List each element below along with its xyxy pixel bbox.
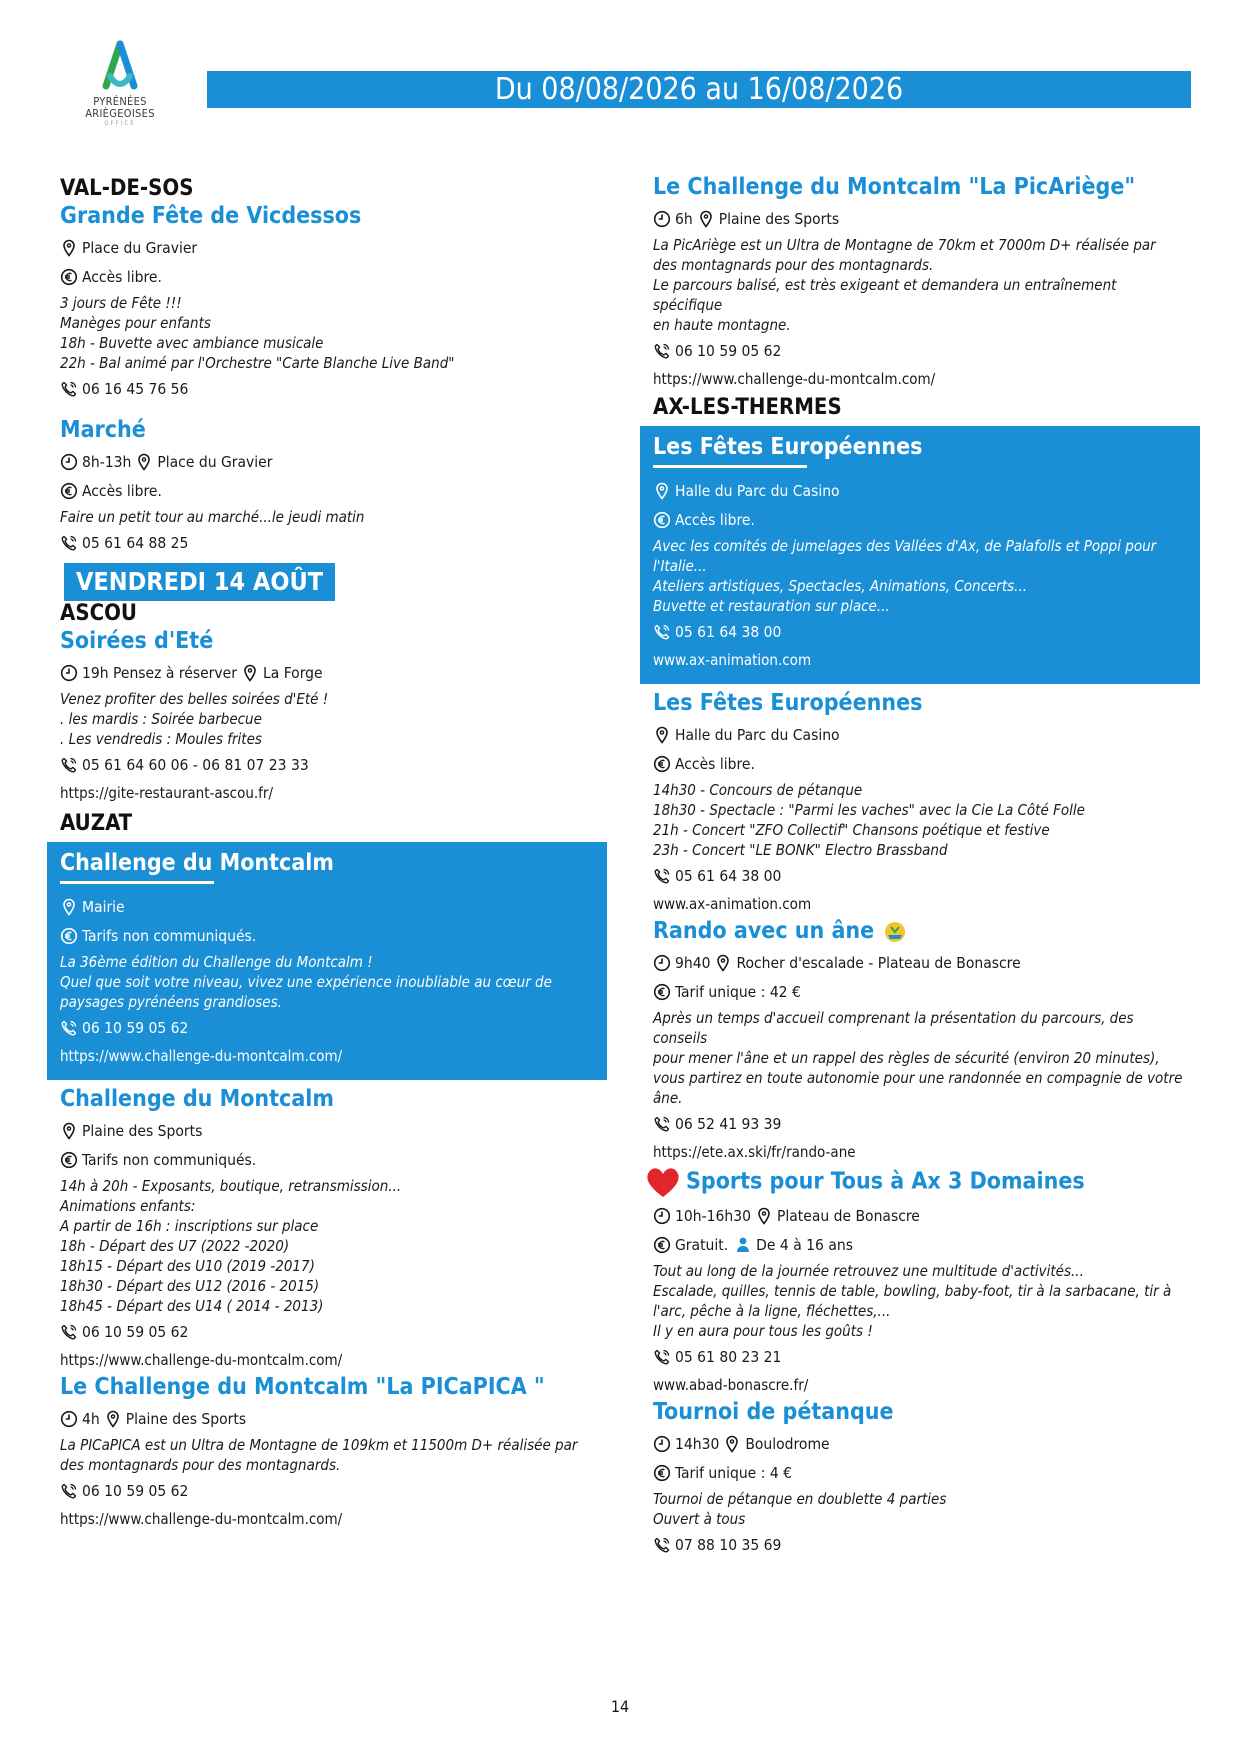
desc-line: 18h45 - Départ des U14 ( 2014 - 2013)	[60, 1297, 324, 1315]
desc-line: Animations enfants:	[60, 1197, 196, 1215]
event-link[interactable]: www.abad-bonascre.fr/	[653, 1376, 809, 1394]
location-pin-icon	[653, 482, 671, 500]
place-text: Plaine des Sports	[125, 1410, 247, 1428]
event-description	[60, 293, 594, 373]
location-pin-icon	[60, 898, 78, 916]
desc-line: 23h - Concert "LE BONK" Electro Brassband	[653, 841, 948, 859]
left-column	[47, 176, 607, 1531]
location-pin-icon	[60, 1122, 78, 1140]
phone-icon	[60, 1482, 78, 1500]
desc-line: l'Italie...	[653, 557, 707, 575]
location-pin-icon	[135, 453, 153, 471]
event-link[interactable]: https://www.challenge-du-montcalm.com/	[653, 370, 936, 388]
event-phone	[653, 1344, 1187, 1370]
town-heading: AX-LES-THERMES	[653, 395, 842, 420]
euro-icon	[653, 983, 671, 1001]
phone-text: 06 10 59 05 62	[82, 1019, 189, 1037]
event-phone	[653, 338, 1187, 364]
event-phone	[60, 752, 594, 778]
event-title-row	[653, 916, 1187, 947]
phone-text: 06 52 41 93 39	[675, 1115, 782, 1133]
desc-line: Après un temps d'accueil comprenant la présentation du parcours, des conseils	[653, 1009, 1134, 1047]
time-text: 14h30	[675, 1435, 720, 1453]
place-text: Plaine des Sports	[718, 210, 840, 228]
location-pin-icon	[60, 239, 78, 257]
euro-icon	[653, 1236, 671, 1254]
event-title-row	[644, 1164, 1187, 1200]
event-title: Les Fêtes Européennes	[653, 434, 923, 460]
phone-icon	[60, 534, 78, 552]
desc-line: Il y en aura pour tous les goûts !	[653, 1322, 873, 1340]
phone-icon	[60, 756, 78, 774]
event-place	[653, 722, 1187, 748]
desc-line: Avec les comités de jumelages des Vallées d'Ax, de Palafolls et Poppi pour	[653, 537, 1157, 555]
logo-mark-icon	[100, 40, 140, 96]
desc-line: Tout au long de la journée retrouvez une multitude d'activités...	[653, 1262, 1084, 1280]
desc-line: 18h15 - Départ des U10 (2019 -2017)	[60, 1257, 315, 1275]
desc-line: Manèges pour enfants	[60, 314, 211, 332]
event-description	[60, 1435, 594, 1475]
place-text: La Forge	[262, 664, 323, 682]
desc-line: Escalade, quilles, tennis de table, bowling, baby-foot, tir à la sarbacane, tir à	[653, 1282, 1172, 1300]
event-title: Challenge du Montcalm	[60, 850, 334, 876]
date-range-banner: Du 08/08/2026 au 16/08/2026	[207, 71, 1191, 108]
price-text: Tarifs non communiqués.	[82, 927, 257, 945]
desc-line: A partir de 16h : inscriptions sur place	[60, 1217, 319, 1235]
time-text: 6h	[675, 210, 693, 228]
event-description	[653, 1008, 1187, 1108]
age-text: De 4 à 16 ans	[756, 1236, 853, 1254]
event-description	[653, 1261, 1187, 1341]
euro-icon	[60, 927, 78, 945]
event-description	[60, 952, 594, 1012]
location-pin-icon	[653, 726, 671, 744]
event-time-place	[653, 1431, 1187, 1457]
event-title: Marché	[60, 417, 146, 443]
highlight-box	[640, 426, 1200, 684]
event-description	[653, 1489, 1187, 1529]
desc-line: La 36ème édition du Challenge du Montcalm !	[60, 953, 373, 971]
logo-text-line3: OFFICE	[104, 120, 136, 127]
euro-icon	[60, 1151, 78, 1169]
event-time-place	[653, 950, 1187, 976]
desc-line: Faire un petit tour au marché...le jeudi matin	[60, 508, 365, 526]
phone-icon	[653, 867, 671, 885]
desc-line: Venez profiter des belles soirées d'Eté !	[60, 690, 329, 708]
phone-text: 05 61 64 38 00	[675, 623, 782, 641]
title-underline	[653, 465, 807, 468]
desc-line: paysages pyrénéens grandioses.	[60, 993, 282, 1011]
phone-text: 07 88 10 35 69	[675, 1536, 782, 1554]
price-text: Gratuit.	[675, 1236, 729, 1254]
event-phone	[60, 1478, 594, 1504]
event-place	[653, 478, 1187, 504]
time-text: 4h	[82, 1410, 100, 1428]
desc-line: Tournoi de pétanque en doublette 4 parties	[653, 1490, 947, 1508]
phone-text: 06 10 59 05 62	[82, 1323, 189, 1341]
phone-icon	[60, 1019, 78, 1037]
desc-line: 18h - Départ des U7 (2022 -2020)	[60, 1237, 290, 1255]
phone-icon	[653, 1348, 671, 1366]
clock-icon	[653, 1435, 671, 1453]
desc-line: 21h - Concert "ZFO Collectif" Chansons poétique et festive	[653, 821, 1050, 839]
page-number: 14	[610, 1697, 630, 1716]
child-icon	[734, 1236, 752, 1254]
phone-icon	[653, 623, 671, 641]
location-pin-icon	[723, 1435, 741, 1453]
place-text: Rocher d'escalade - Plateau de Bonascre	[736, 954, 1021, 972]
desc-line: 18h30 - Spectacle : "Parmi les vaches" avec la Cie La Côté Folle	[653, 801, 1085, 819]
desc-line: 14h à 20h - Exposants, boutique, retransmission...	[60, 1177, 402, 1195]
event-price	[653, 1460, 1187, 1486]
event-time-place	[653, 1203, 1187, 1229]
phone-text: 05 61 64 88 25	[82, 534, 189, 552]
location-pin-icon	[755, 1207, 773, 1225]
place-text: Halle du Parc du Casino	[675, 726, 840, 744]
town-heading: VAL-DE-SOS	[60, 176, 194, 201]
phone-text: 05 61 64 38 00	[675, 867, 782, 885]
desc-line: vous partirez en toute autonomie pour une randonnée en compagnie de votre	[653, 1069, 1183, 1087]
desc-line: Ateliers artistiques, Spectacles, Animations, Concerts...	[653, 577, 1028, 595]
event-description	[60, 689, 594, 749]
desc-line: en haute montagne.	[653, 316, 791, 334]
event-title: Le Challenge du Montcalm "La PICaPICA "	[60, 1374, 545, 1400]
phone-icon	[653, 1115, 671, 1133]
clock-icon	[653, 1207, 671, 1225]
desc-line: pour mener l'âne et un rappel des règles de sécurité (environ 20 minutes),	[653, 1049, 1160, 1067]
event-time-place	[653, 206, 1187, 232]
clock-icon	[60, 1410, 78, 1428]
event-price-age	[653, 1232, 1187, 1258]
clock-icon	[653, 954, 671, 972]
desc-line: 14h30 - Concours de pétanque	[653, 781, 863, 799]
event-link[interactable]: https://www.challenge-du-montcalm.com/	[60, 1047, 343, 1065]
euro-icon	[653, 511, 671, 529]
clock-icon	[653, 210, 671, 228]
desc-line: Le parcours balisé, est très exigeant et demandera un entraînement spécifique	[653, 276, 1117, 314]
clock-icon	[60, 664, 78, 682]
price-text: Accès libre.	[675, 755, 755, 773]
place-text: Halle du Parc du Casino	[675, 482, 840, 500]
event-price	[60, 1147, 594, 1173]
highlight-box	[47, 842, 607, 1080]
event-description	[60, 1176, 594, 1316]
price-text: Tarifs non communiqués.	[82, 1151, 257, 1169]
place-text: Mairie	[82, 898, 125, 916]
logo-text-line2: ARIÈGEOISES	[85, 107, 155, 120]
event-title: Le Challenge du Montcalm "La PicAriège"	[653, 174, 1136, 200]
event-place	[60, 235, 594, 261]
event-price	[653, 507, 1187, 533]
event-link[interactable]: www.ax-animation.com	[653, 651, 812, 669]
event-title: Rando avec un âne	[653, 918, 875, 944]
price-text: Tarif unique : 4 €	[675, 1464, 792, 1482]
event-title: Les Fêtes Européennes	[653, 690, 923, 716]
event-phone	[653, 619, 1187, 645]
desc-line: âne.	[653, 1089, 683, 1107]
price-text: Accès libre.	[82, 482, 162, 500]
phone-text: 05 61 80 23 21	[675, 1348, 782, 1366]
phone-icon	[60, 380, 78, 398]
event-price	[60, 923, 594, 949]
euro-icon	[653, 1464, 671, 1482]
event-title: Challenge du Montcalm	[60, 1086, 334, 1112]
place-text: Plateau de Bonascre	[776, 1207, 920, 1225]
desc-line: des montagnards pour des montagnards.	[60, 1456, 341, 1474]
place-text: Boulodrome	[745, 1435, 830, 1453]
event-title: Soirées d'Eté	[60, 628, 214, 654]
place-text: Place du Gravier	[157, 453, 273, 471]
event-phone	[60, 1319, 594, 1345]
event-place	[60, 894, 594, 920]
phone-icon	[60, 1323, 78, 1341]
price-text: Accès libre.	[675, 511, 755, 529]
event-time-place	[60, 449, 594, 475]
event-time-place	[60, 1406, 594, 1432]
location-pin-icon	[697, 210, 715, 228]
desc-line: 18h - Buvette avec ambiance musicale	[60, 334, 324, 352]
event-link[interactable]: https://ete.ax.ski/fr/rando-ane	[653, 1143, 856, 1161]
event-link[interactable]: www.ax-animation.com	[653, 895, 812, 913]
phone-text: 05 61 64 60 06 - 06 81 07 23 33	[82, 756, 309, 774]
event-phone	[60, 376, 594, 402]
title-underline	[60, 881, 214, 884]
event-title: Grande Fête de Vicdessos	[60, 203, 362, 229]
desc-line: . Les vendredis : Moules frites	[60, 730, 262, 748]
event-link[interactable]: https://gite-restaurant-ascou.fr/	[60, 784, 274, 802]
price-text: Tarif unique : 42 €	[675, 983, 801, 1001]
event-phone	[60, 1015, 594, 1041]
event-phone	[60, 530, 594, 556]
desc-line: l'arc, pêche à la ligne, fléchettes,...	[653, 1302, 891, 1320]
desc-line: 22h - Bal animé par l'Orchestre "Carte Blanche Live Band"	[60, 354, 455, 372]
desc-line: 18h30 - Départ des U12 (2016 - 2015)	[60, 1277, 320, 1295]
event-phone	[653, 1532, 1187, 1558]
euro-icon	[60, 268, 78, 286]
place-text: Place du Gravier	[82, 239, 198, 257]
event-description	[653, 780, 1187, 860]
euro-icon	[653, 755, 671, 773]
price-text: Accès libre.	[82, 268, 162, 286]
phone-text: 06 10 59 05 62	[82, 1482, 189, 1500]
desc-line: des montagnards pour des montagnards.	[653, 256, 934, 274]
event-description	[653, 235, 1187, 335]
time-text: 8h-13h	[82, 453, 132, 471]
desc-line: Ouvert à tous	[653, 1510, 746, 1528]
donkey-icon	[882, 921, 908, 943]
desc-line: Quel que soit votre niveau, vivez une expérience inoubliable au cœur de	[60, 973, 552, 991]
event-place	[60, 1118, 594, 1144]
phone-icon	[653, 1536, 671, 1554]
clock-icon	[60, 453, 78, 471]
desc-line: La PicAriège est un Ultra de Montagne de 70km et 7000m D+ réalisée par	[653, 236, 1156, 254]
phone-icon	[653, 342, 671, 360]
logo-text-line1: PYRÉNÉES	[93, 95, 147, 108]
event-time-place	[60, 660, 594, 686]
desc-line: . les mardis : Soirée barbecue	[60, 710, 262, 728]
euro-icon	[60, 482, 78, 500]
desc-line: 3 jours de Fête !!!	[60, 294, 182, 312]
event-link[interactable]: https://www.challenge-du-montcalm.com/	[60, 1351, 343, 1369]
event-price	[653, 751, 1187, 777]
phone-text: 06 10 59 05 62	[675, 342, 782, 360]
place-text: Plaine des Sports	[82, 1122, 203, 1140]
event-price	[653, 979, 1187, 1005]
event-phone	[653, 863, 1187, 889]
event-price	[60, 264, 594, 290]
desc-line: La PICaPICA est un Ultra de Montagne de 109km et 11500m D+ réalisée par	[60, 1436, 578, 1454]
event-phone	[653, 1111, 1187, 1137]
event-link[interactable]: https://www.challenge-du-montcalm.com/	[60, 1510, 343, 1528]
town-heading: ASCOU	[60, 601, 137, 626]
event-title: Tournoi de pétanque	[653, 1399, 894, 1425]
heart-icon	[644, 1164, 682, 1200]
time-text: 10h-16h30	[675, 1207, 751, 1225]
right-column	[640, 172, 1200, 1561]
brand-logo	[72, 40, 168, 127]
time-text: 19h Pensez à réserver	[82, 664, 237, 682]
desc-line: Buvette et restauration sur place...	[653, 597, 890, 615]
day-label: VENDREDI 14 AOÛT	[64, 563, 335, 601]
town-heading: AUZAT	[60, 811, 133, 836]
event-price	[60, 478, 594, 504]
time-text: 9h40	[675, 954, 711, 972]
event-title: Sports pour Tous à Ax 3 Domaines	[686, 1168, 1085, 1195]
location-pin-icon	[714, 954, 732, 972]
location-pin-icon	[241, 664, 259, 682]
phone-text: 06 16 45 76 56	[82, 380, 189, 398]
event-description	[60, 507, 594, 527]
location-pin-icon	[104, 1410, 122, 1428]
event-description	[653, 536, 1187, 616]
